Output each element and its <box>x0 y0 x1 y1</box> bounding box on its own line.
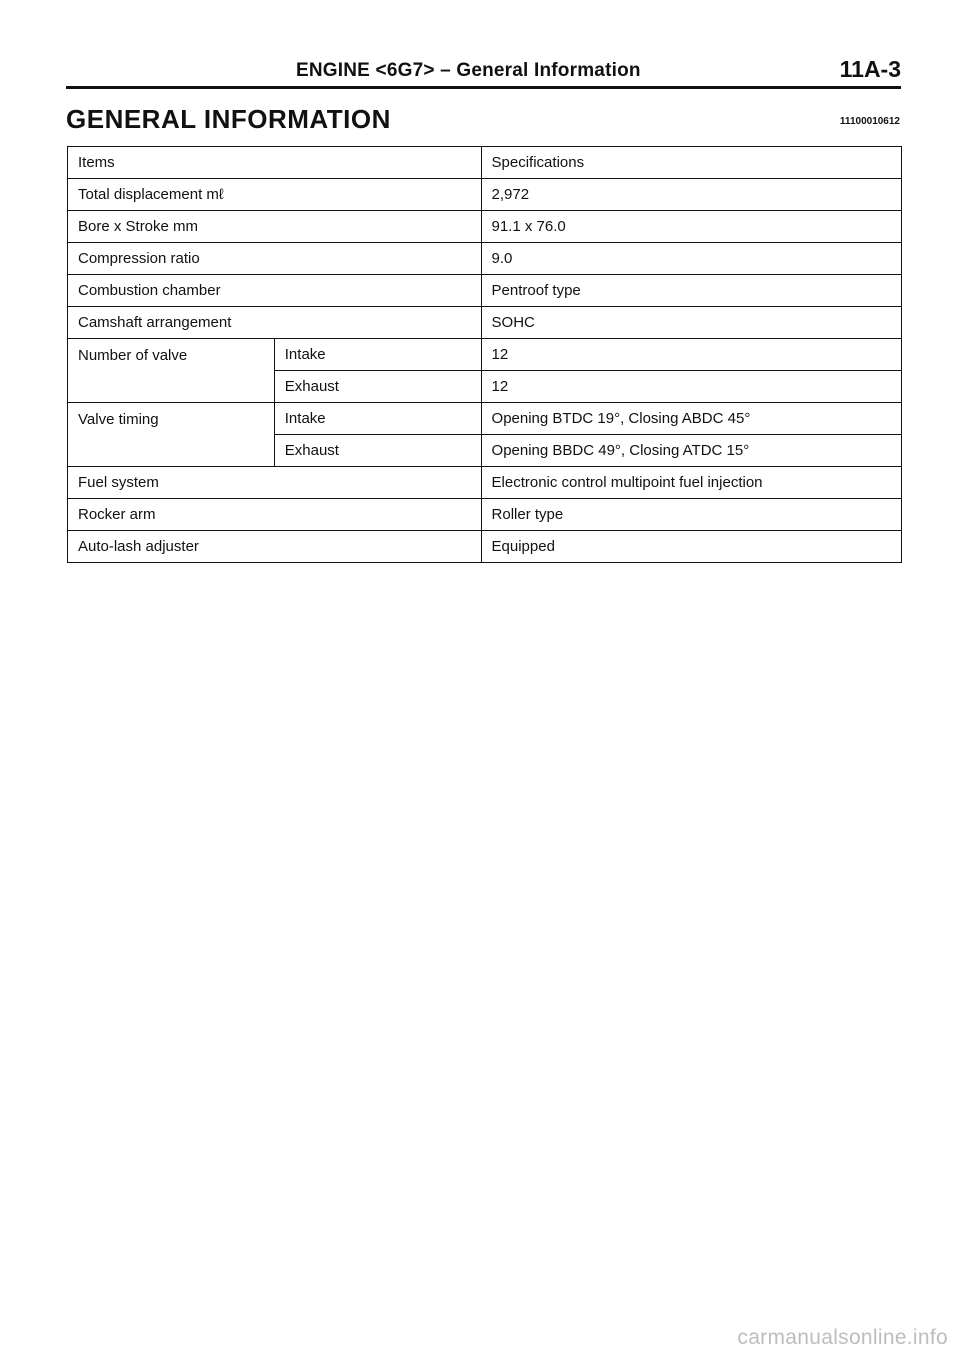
row-spec: Electronic control multipoint fuel injection <box>481 467 901 499</box>
row-item: Combustion chamber <box>68 275 482 307</box>
header-title: ENGINE <6G7> – General Information <box>296 60 641 81</box>
table-row <box>68 531 902 563</box>
row-spec: Opening BBDC 49°, Closing ATDC 15° <box>481 435 901 467</box>
table-row <box>68 211 902 243</box>
document-code: 11100010612 <box>839 116 900 127</box>
row-spec: 2,972 <box>481 179 901 211</box>
section-title: GENERAL INFORMATION <box>66 104 391 134</box>
table-row <box>68 243 902 275</box>
row-item: Camshaft arrangement <box>68 307 482 339</box>
row-item: Fuel system <box>68 467 482 499</box>
row-spec: Opening BTDC 19°, Closing ABDC 45° <box>481 403 901 435</box>
sub-item-intake: Intake <box>274 403 481 435</box>
table-header-row <box>68 147 902 179</box>
table-row <box>68 467 902 499</box>
column-header-specifications: Specifications <box>481 147 901 179</box>
running-header <box>66 52 901 92</box>
table-row-valves-intake <box>68 339 902 371</box>
header-rule <box>66 86 901 89</box>
specifications-table <box>67 146 902 563</box>
row-item: Compression ratio <box>68 243 482 275</box>
row-item-number-of-valve: Number of valve <box>68 339 275 403</box>
sub-item-exhaust: Exhaust <box>274 435 481 467</box>
table-row <box>68 307 902 339</box>
row-spec: 91.1 x 76.0 <box>481 211 901 243</box>
sub-item-intake: Intake <box>274 339 481 371</box>
row-spec: SOHC <box>481 307 901 339</box>
row-item: Rocker arm <box>68 499 482 531</box>
row-item: Auto-lash adjuster <box>68 531 482 563</box>
row-spec: Equipped <box>481 531 901 563</box>
row-spec: 9.0 <box>481 243 901 275</box>
row-spec: Roller type <box>481 499 901 531</box>
table-row <box>68 179 902 211</box>
table-row-timing-intake <box>68 403 902 435</box>
column-header-items: Items <box>68 147 482 179</box>
row-item: Bore x Stroke mm <box>68 211 482 243</box>
page-number: 11A-3 <box>839 56 901 82</box>
row-spec: 12 <box>481 371 901 403</box>
row-item: Total displacement mℓ <box>68 179 482 211</box>
watermark: carmanualsonline.info <box>737 1326 948 1349</box>
row-item-valve-timing: Valve timing <box>68 403 275 467</box>
table-row <box>68 499 902 531</box>
row-spec: 12 <box>481 339 901 371</box>
sub-item-exhaust: Exhaust <box>274 371 481 403</box>
row-spec: Pentroof type <box>481 275 901 307</box>
table-row <box>68 275 902 307</box>
